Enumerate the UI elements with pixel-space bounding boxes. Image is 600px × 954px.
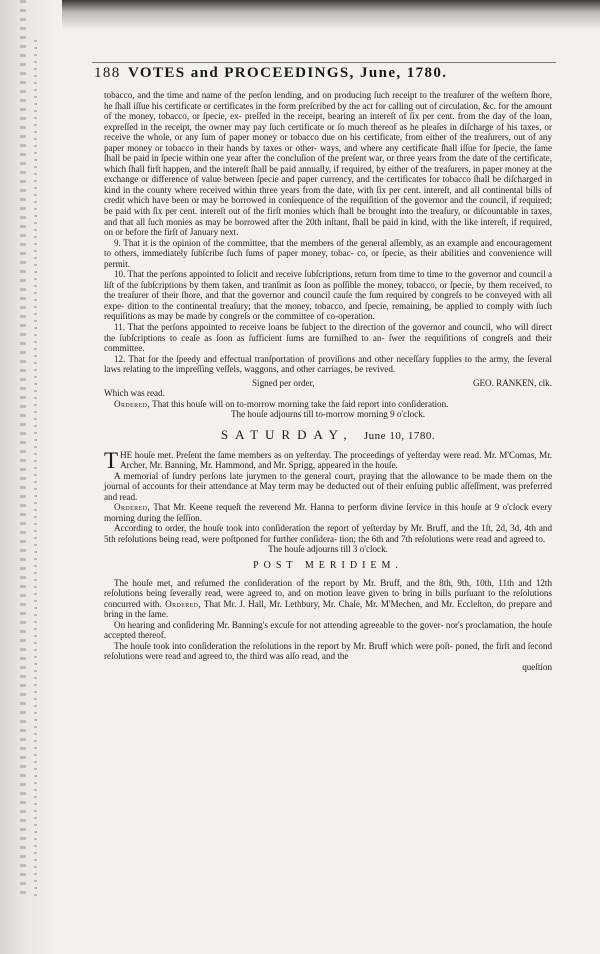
resolution-10: 10. That the perſons appointed to ſolicit and receive ſubſcriptions, return from time to time to the governor and council a liſt of the ſubſcriptions by them taken, and tranſmit as ſoon as poſſible the money, tobacco, or ſpecie, by them received, to the treaſurer of their ſhore, and that the governor and council cauſe the ſum required by congreſs to be conveyed with all expe- dition to the continental treaſury; that the money, tobacco, and ſpecie, remaining, be applied to comply with ſuch requiſitions as may be made by congreſs or the committee of co-operation.: [104, 269, 552, 322]
scan-top-shadow: [0, 0, 600, 30]
page-title: VOTES and PROCEEDINGS, June, 1780.: [128, 65, 448, 81]
ordered-text: That Mr. Keene requeſt the reverend Mr. Hanna to perform divine ſervice in this houſe at 9 o'clock every morning during the ſeſſion.: [104, 502, 552, 523]
saturday-heading: [104, 426, 552, 442]
memorial-paragraph: A memorial of ſundry perſons late jurymen to the general court, praying that the allowance to be made them on the journal of accounts for their attendance at May term may be deducted out of their enſuing public aſſeſſment, was preferred and read.: [104, 470, 552, 502]
scan-binding-edge: [0, 0, 62, 954]
ordered-paragraph: [104, 399, 552, 410]
day-name: SATURDAY,: [220, 426, 354, 442]
clerk-name: GEO. RANKEN, clk.: [472, 377, 552, 388]
according-to-order-paragraph: According to order, the houſe took into conſideration the report of yeſterday by Mr. Bruff, and the 1ſt, 2d, 3d, 4th and 5th reſolutions being read, were poſtponed for further conſidera- tion; the 6th and 7th reſolutions were read and agreed to.: [104, 523, 552, 544]
ordered-word: Ordered,: [114, 502, 151, 513]
continued-paragraph: tobacco, and the time and name of the perſon lending, and on producing ſuch receipt to the treaſurer of the weſtern ſhore, he ſhall iſſue his certificate or certificates in the form preſcribed by the act for calling out of circulation, &c. for the amount of the money, tobacco, or ſpecie, ex- preſſed in the receipt, bearing an intereſt of ſix per cent. from the day of the loan, expreſſed in the receipt, the owner may pay ſuch certificate or ſo much thereof as he pleaſes in diſcharge of his taxes, or receive the whole, or any ſum of paper money or tobacco due on his certificate, from either of the treaſurers, out of any paper money or tobacco in their hands by taxes or other- ways, and where any certificate ſhall iſſue for ſpecie, the ſame ſhall be paid in ſpecie within one year after the concluſion of the preſent war, or three years from the date of the certificate, which ſhall firſt happen, and the intereſt ſhall be paid annually, if required, by either of the treaſurers, in paper money at the exchange or difference of value between ſpecie and paper currency, and the certificates for tobacco ſhall be diſcharged in kind in the county where received within three years from the date, with ſix per cent. intereſt, and all continental bills of credit which have been or may be borrowed in conſequence of the requiſition of the governor and the council, if required; be paid with ſix per cent. intereſt out of the firſt monies which ſhall be brought into the treaſury, or diſcountable in taxes, and that all ſuch monies as may be borrowed after the 20th inſtant, ſhall be paid in kind, with the like intereſt, if required, on or before the firſt of January next.: [104, 90, 552, 238]
scan-streak: [20, 0, 26, 900]
scan-streak: [34, 40, 37, 900]
ordered-text: That this houſe will on to-morrow morning take the ſaid report into conſideration.: [150, 398, 449, 409]
saturday-opening-text: HE houſe met. Preſent the ſame members as on yeſterday. The proceedings of yeſterday were read. Mr. M'Comas, Mr. Archer, Mr. Banning, Mr. Hammond, and Mr. Sprigg, appeared in the houſe.: [120, 449, 552, 471]
saturday-opening-paragraph: [104, 447, 552, 473]
drop-cap: T: [104, 447, 119, 473]
ordered-word: Ordered,: [161, 598, 202, 609]
page-number: 188: [94, 65, 121, 81]
resolution-9: 9. That it is the opinion of the committee, that the members of the general aſſembly, as an example and encouragement to others, immediately ſubſcribe ſuch ſums of paper money, tobac- co, or ſpecie, as their abilities and convenience will permit.: [104, 237, 552, 269]
resolution-12: 12. That for the ſpeedy and effectual tranſportation of proviſions and other neceſſary ſupplies to the army, the ſeveral laws relating to the impreſſing veſſels, waggons, and other carriages, be revived.: [104, 353, 552, 375]
signature-line: [104, 378, 552, 389]
document-page: [94, 65, 552, 672]
pm-paragraph-1-b: That Mr. J. Hall, Mr. Lethbury, Mr. Chaſe, Mr. M'Mechen, and Mr. Eccleſton, do prepare and bring in the ſame.: [104, 598, 552, 620]
ordered-word: Ordered,: [114, 398, 151, 409]
day-date: June 10, 1780.: [363, 429, 436, 442]
catchword: queſtion: [522, 661, 552, 672]
signed-per-order: Signed per order,: [252, 377, 315, 388]
pm-paragraph-2: On hearing and conſidering Mr. Banning's excuſe for not attending agreeable to the gover- nor's proclamation, the houſe accepted thereof.: [104, 619, 552, 641]
resolution-11: 11. That the perſons appointed to receive loans be ſubject to the direction of the governor and council, who will direct the ſubſcriptions to ceaſe as ſoon as ſufficient ſums are furniſhed to an- ſwer the requiſitions of congreſs and their committee.: [104, 322, 552, 354]
pm-paragraph-1: [104, 578, 552, 620]
ordered-paragraph: [104, 502, 552, 523]
adjournment-line: The houſe adjourns till 3 o'clock.: [268, 544, 388, 555]
which-was-read: Which was read.: [104, 388, 165, 399]
post-meridiem-heading: POST MERIDIEM.: [253, 559, 403, 571]
running-head: [94, 65, 552, 90]
pm-paragraph-3: The houſe took into conſideration the reſolutions in the report by Mr. Bruff which were poſt- poned, the firſt and ſecond reſolutions were read and agreed to, the third was alſo read, and the: [104, 640, 552, 662]
pm-paragraph-1-a: The houſe met, and reſumed the conſideration of the report by Mr. Bruff, and the 8th, 9th, 10th, 11th and 12th reſolutions being ſeverally read, were agreed to, and on motion leave given to bring in bills purſuant to the reſolutions concurred with.: [104, 577, 552, 609]
header-rule: [92, 62, 556, 63]
adjournment-line: The houſe adjourns till to-morrow morning 9 o'clock.: [230, 409, 426, 420]
